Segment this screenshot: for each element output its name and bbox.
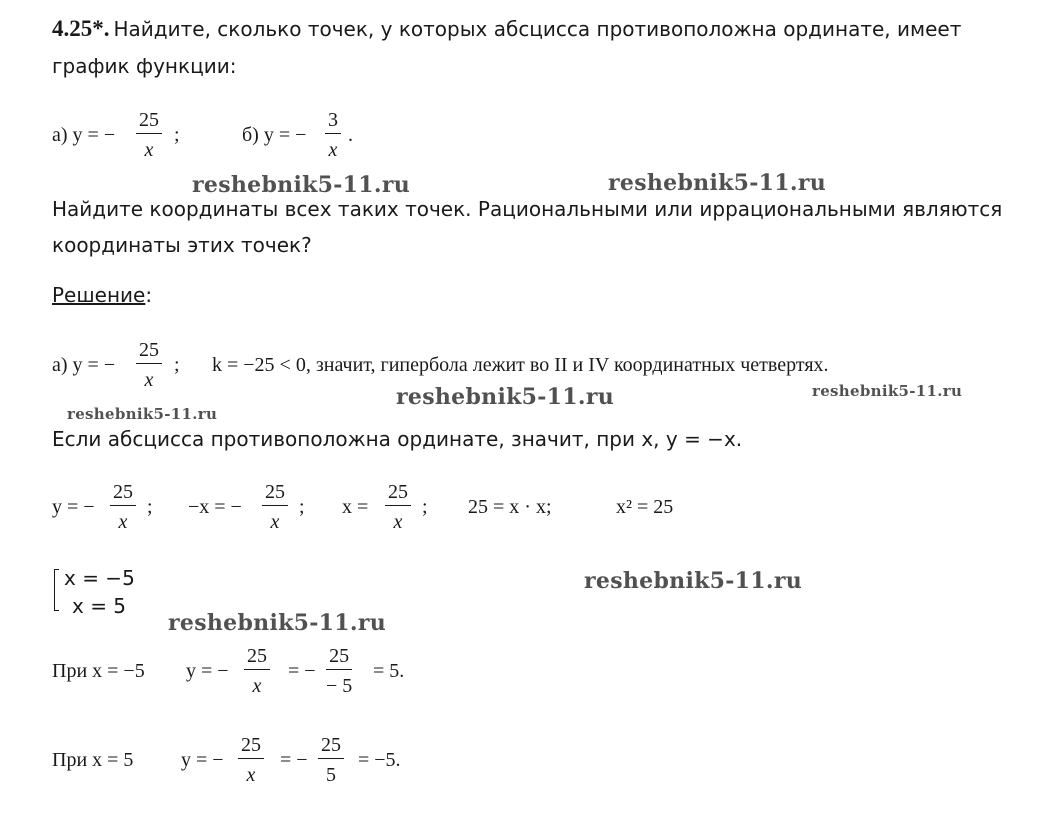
fraction-denominator: x xyxy=(393,511,403,533)
solution-a-label: а) у = − xyxy=(52,354,116,376)
fraction-numerator: 25 xyxy=(326,646,352,670)
watermark: reshebnik5-11.ru xyxy=(608,170,827,196)
case1-fraction1 xyxy=(244,646,270,696)
case2-y: у = − xyxy=(181,749,224,771)
case1-fraction2 xyxy=(326,646,352,696)
fraction-denominator: x xyxy=(270,511,280,533)
eq2-fraction xyxy=(262,482,288,532)
fraction-numerator: 3 xyxy=(325,110,341,134)
watermark: reshebnik5-11.ru xyxy=(396,384,615,410)
solution-a-end: ; xyxy=(174,354,180,376)
fraction-denominator: x xyxy=(144,369,154,391)
eq3-left: х = xyxy=(342,496,369,518)
root-2: x = 5 xyxy=(72,594,127,618)
fraction-numerator: 25 xyxy=(238,735,264,759)
fraction-denominator: x xyxy=(252,675,262,697)
problem-header xyxy=(52,16,961,42)
fraction-numerator: 25 xyxy=(318,735,344,759)
system-brace xyxy=(54,569,59,611)
fraction-denominator: x xyxy=(144,139,154,161)
case2-fraction2 xyxy=(318,735,344,785)
case1-y: у = − xyxy=(186,660,229,682)
case2-fraction1 xyxy=(238,735,264,785)
problem-b-label: б) у = − xyxy=(242,124,307,146)
fraction-denominator: x xyxy=(246,764,256,786)
problem-text-line2: график функции: xyxy=(52,54,237,78)
fraction-denominator: − 5 xyxy=(326,675,353,697)
problem-number: 4.25*. xyxy=(52,16,110,41)
solution-a-fraction xyxy=(136,340,162,390)
case2-mid: = − xyxy=(280,749,308,771)
fraction-denominator: x xyxy=(328,139,338,161)
eq2-end: ; xyxy=(299,496,305,518)
fraction-denominator: 5 xyxy=(326,764,336,786)
watermark: reshebnik5-11.ru xyxy=(584,568,803,594)
fraction-numerator: 25 xyxy=(385,482,411,506)
problem-a-fraction xyxy=(136,110,162,160)
fraction-numerator: 25 xyxy=(136,110,162,134)
fraction-denominator: x xyxy=(118,511,128,533)
question-line1: Найдите координаты всех таких точек. Рациональными или иррациональными являются xyxy=(52,197,1003,221)
fraction-numerator: 25 xyxy=(136,340,162,364)
solution-a-text: k = −25 < 0, значит, гипербола лежит во II и IV координатных четвертях. xyxy=(212,354,829,376)
problem-text-line1: Найдите, сколько точек, у которых абсцисса противоположна ординате, имеет xyxy=(113,17,962,41)
root-1: x = −5 xyxy=(64,566,135,590)
case1-mid: = − xyxy=(288,660,316,682)
watermark: reshebnik5-11.ru xyxy=(192,172,411,198)
eq1-left: у = − xyxy=(52,496,95,518)
watermark: reshebnik5-11.ru xyxy=(812,382,963,400)
watermark: reshebnik5-11.ru xyxy=(67,405,218,423)
eq1-fraction xyxy=(110,482,136,532)
fraction-numerator: 25 xyxy=(110,482,136,506)
watermark: reshebnik5-11.ru xyxy=(168,610,387,636)
eq4: 25 = х · х; xyxy=(468,496,552,518)
eq3-end: ; xyxy=(422,496,428,518)
problem-b-fraction xyxy=(325,110,341,160)
fraction-numerator: 25 xyxy=(262,482,288,506)
problem-a-label: а) у = − xyxy=(52,124,116,146)
eq3-fraction xyxy=(385,482,411,532)
fraction-numerator: 25 xyxy=(244,646,270,670)
eq5: х² = 25 xyxy=(616,496,674,518)
solution-heading: Решение: xyxy=(52,283,153,307)
question-line2: координаты этих точек? xyxy=(52,233,312,257)
case1-prefix: При х = −5 xyxy=(52,660,145,682)
case2-prefix: При х = 5 xyxy=(52,749,134,771)
eq2-left: −х = − xyxy=(188,496,242,518)
condition-text: Если абсцисса противоположна ординате, значит, при х, у = −х. xyxy=(52,427,743,451)
problem-b-end: . xyxy=(348,124,353,146)
case2-end: = −5. xyxy=(358,749,401,771)
case1-end: = 5. xyxy=(373,660,405,682)
eq1-end: ; xyxy=(147,496,153,518)
problem-a-end: ; xyxy=(174,124,180,146)
